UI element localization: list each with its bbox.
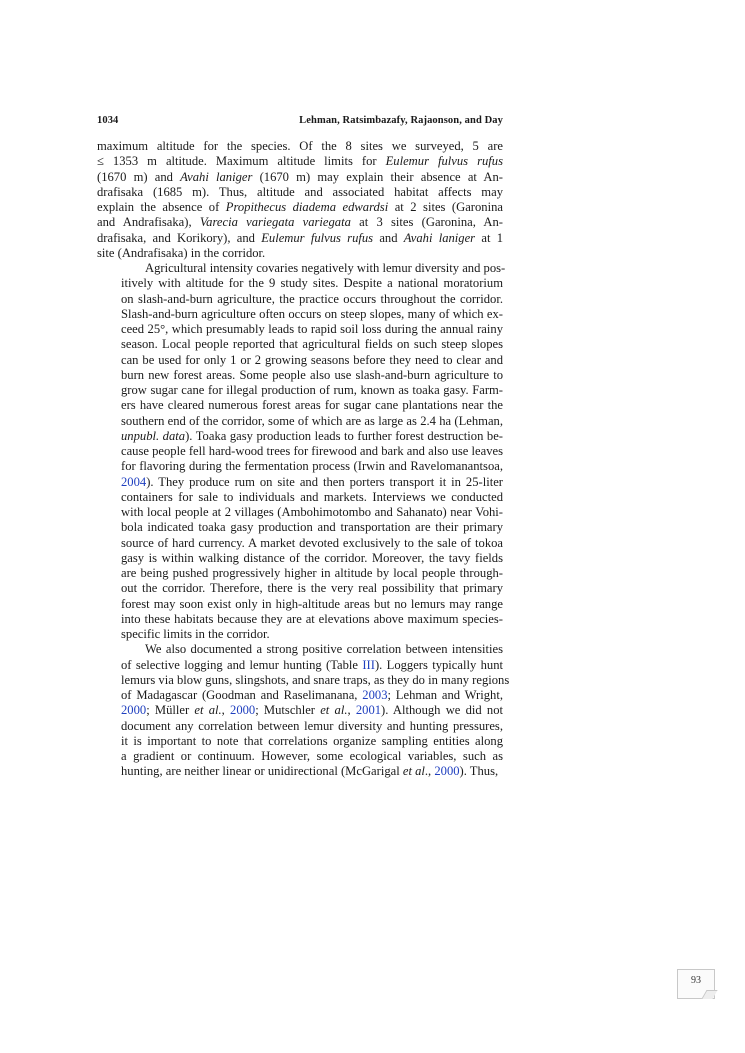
text-segment: and: [373, 230, 404, 245]
text-segment: Agricultural intensity covaries negatively with lemur diversity and pos-: [145, 261, 506, 275]
text-line: [97, 292, 503, 307]
text-segment: lemurs via blow guns, slingshots, and snare traps, as they do in many regions: [121, 672, 510, 687]
page-fold-icon: [701, 990, 717, 999]
text-line: [97, 642, 503, 657]
text-segment: ). Toaka gasy production leads to further forest destruction be-: [185, 428, 503, 443]
text-segment: with local people at 2 villages (Ambohimotombo and Sahanato) near Vohi-: [121, 505, 503, 519]
text-segment: specific limits in the corridor.: [121, 627, 270, 641]
italic-text: et al: [402, 764, 425, 779]
text-segment: We also documented a strong positive correlation between intensities: [145, 642, 503, 657]
text-segment: ; Mutschler: [255, 703, 321, 718]
text-segment: ). Loggers typically hunt: [374, 657, 504, 672]
text-line: [97, 276, 503, 291]
text-segment: burn new forest areas. Some people also use slash-and-burn agriculture to: [121, 367, 503, 382]
text-line: [97, 139, 503, 154]
text-segment: of selective logging and lemur hunting (Table: [121, 657, 363, 672]
text-line: [97, 581, 503, 596]
text-line: [97, 246, 503, 261]
text-line: [97, 353, 503, 368]
text-line: [97, 444, 503, 459]
text-segment: ers have cleared numerous forest areas for sugar cane plantations near the: [121, 398, 503, 413]
text-line: [97, 703, 503, 718]
text-line: [97, 764, 503, 779]
text-segment: cause people fell hard-wood trees for firewood and bark and also use leaves: [121, 444, 503, 458]
text-line: [97, 414, 503, 429]
page-number-marker: [677, 969, 715, 999]
text-segment: and Andrafisaka),: [97, 215, 200, 230]
citation-link[interactable]: III: [362, 657, 375, 672]
text-segment: can be used for only 1 or 2 growing seasons before they need to clear and: [121, 352, 503, 367]
text-segment: on slash-and-burn agriculture, the practice occurs throughout the corridor.: [121, 291, 503, 306]
text-segment: explain the absence of: [97, 200, 226, 214]
text-segment: (1670 m) may explain their absence at An-: [252, 169, 503, 184]
text-line: [97, 566, 503, 581]
text-segment: into these habitats because they are at elevations above maximum species-: [121, 611, 503, 626]
italic-text: Varecia variegata variegata: [199, 215, 351, 230]
text-segment: gasy is within walking distance of the corridor. Moreover, the tavy fields: [121, 550, 503, 565]
italic-text: Eulemur fulvus rufus: [261, 230, 374, 245]
text-segment: ; Müller: [146, 703, 195, 718]
running-header: [97, 115, 503, 126]
header-authors: Lehman, Ratsimbazafy, Rajaonson, and Day: [299, 115, 503, 126]
text-segment: ). They produce rum on site and then porters transport it in 25-liter: [146, 474, 503, 489]
text-segment: containers for sale to individuals and markets. Interviews we conducted: [121, 489, 503, 504]
text-segment: ; Lehman and Wright,: [387, 688, 503, 702]
text-line: [97, 719, 503, 734]
body-text: [97, 139, 510, 780]
header-page-number: 1034: [97, 115, 119, 126]
text-line: [97, 307, 503, 322]
text-segment: ). Thus,: [459, 764, 499, 779]
text-line: [97, 170, 503, 185]
text-line: [97, 185, 503, 200]
text-segment: ceed 25°, which presumably leads to rapid soil loss during the annual rainy: [121, 322, 503, 336]
italic-text: Avahi laniger: [403, 230, 476, 245]
paragraph: [97, 642, 510, 779]
text-line: [97, 200, 503, 215]
text-segment: season. Local people reported that agricultural fields on such steep slopes: [121, 337, 503, 352]
text-segment: ,: [347, 703, 356, 718]
text-line: [97, 398, 503, 413]
text-line: [97, 734, 503, 749]
italic-text: Propithecus diadema edwardsi: [225, 200, 389, 214]
text-segment: are being pushed progressively higher in altitude by local people through-: [121, 566, 503, 580]
text-line: [97, 368, 503, 383]
text-line: [97, 505, 503, 520]
text-line: [97, 383, 503, 398]
text-segment: a gradient or continuum. However, some ecological variables, such as: [121, 749, 503, 763]
text-line: [97, 459, 503, 474]
text-segment: southern end of the corridor, some of which are as large as 2.4 ha (Lehman,: [121, 413, 503, 428]
text-segment: (1670 m) and: [97, 169, 181, 184]
text-line: [97, 658, 503, 673]
text-segment: site (Andrafisaka) in the corridor.: [97, 245, 266, 260]
text-segment: hunting, are neither linear or unidirectional (McGarigal: [121, 764, 403, 779]
text-segment: ≤ 1353 m altitude. Maximum altitude limits for: [97, 154, 386, 169]
citation-link[interactable]: 2001: [355, 703, 382, 718]
text-segment: at 1: [475, 230, 503, 245]
text-segment: bola indicated toaka gasy production and transportation are their primary: [121, 520, 503, 535]
text-segment: forest may soon exist only in high-altitude areas but no lemurs may range: [121, 596, 503, 611]
text-segment: Slash-and-burn agriculture often occurs on steep slopes, many of which ex-: [121, 306, 503, 321]
italic-text: Avahi laniger: [180, 169, 253, 184]
text-line: [97, 688, 503, 703]
text-line: [97, 551, 503, 566]
text-segment: ,: [221, 703, 231, 718]
text-segment: drafisaka (1685 m). Thus, altitude and associated habitat affects may: [97, 184, 503, 199]
italic-text: et al.: [194, 703, 222, 718]
text-segment: ). Although we did not: [381, 703, 503, 718]
citation-link[interactable]: 2000: [230, 703, 256, 718]
citation-link[interactable]: 2004: [121, 474, 147, 489]
text-line: [97, 322, 503, 337]
paragraph: [97, 139, 503, 261]
text-line: [97, 672, 510, 688]
text-segment: of Madagascar (Goodman and Raselimanana,: [121, 688, 363, 702]
text-line: [97, 215, 503, 230]
text-line: [97, 261, 506, 276]
citation-link[interactable]: 2000: [434, 764, 460, 779]
text-line: [97, 475, 503, 490]
text-line: [97, 627, 503, 642]
text-segment: it is important to note that correlations organize sampling entities along: [121, 733, 503, 748]
text-line: [97, 612, 503, 627]
text-line: [97, 337, 503, 352]
text-segment: .,: [424, 764, 435, 779]
text-line: [97, 597, 503, 612]
text-segment: maximum altitude for the species. Of the 8 sites we surveyed, 5 are: [97, 139, 503, 153]
citation-link[interactable]: 2000: [121, 703, 147, 718]
text-segment: at 3 sites (Garonina, An-: [350, 215, 503, 230]
text-line: [97, 536, 503, 551]
text-line: [97, 154, 503, 169]
text-line: [97, 231, 503, 246]
italic-text: Eulemur fulvus rufus: [385, 154, 503, 169]
text-line: [97, 429, 503, 444]
text-line: [97, 520, 503, 535]
page-number-label: 93: [691, 975, 701, 986]
text-line: [97, 749, 503, 764]
text-segment: drafisaka, and Korikory), and: [97, 230, 262, 245]
text-segment: grow sugar cane for illegal production of rum, known as toaka gasy. Farm-: [121, 383, 503, 397]
citation-link[interactable]: 2003: [362, 688, 388, 702]
text-line: [97, 490, 503, 505]
italic-text: et al.: [320, 703, 348, 718]
text-segment: out the corridor. Therefore, there is the very real possibility that primary: [121, 581, 503, 596]
text-segment: at 2 sites (Garonina: [388, 200, 503, 214]
italic-text: unpubl. data: [121, 428, 186, 443]
paragraph: [97, 261, 506, 642]
text-segment: for flavoring during the fermentation process (Irwin and Ravelomanantsoa,: [121, 459, 503, 474]
text-segment: document any correlation between lemur diversity and hunting pressures,: [121, 718, 503, 733]
text-segment: itively with altitude for the 9 study sites. Despite a national moratorium: [121, 276, 503, 291]
text-segment: source of hard currency. A market devoted exclusively to the sale of tokoa: [121, 535, 503, 550]
